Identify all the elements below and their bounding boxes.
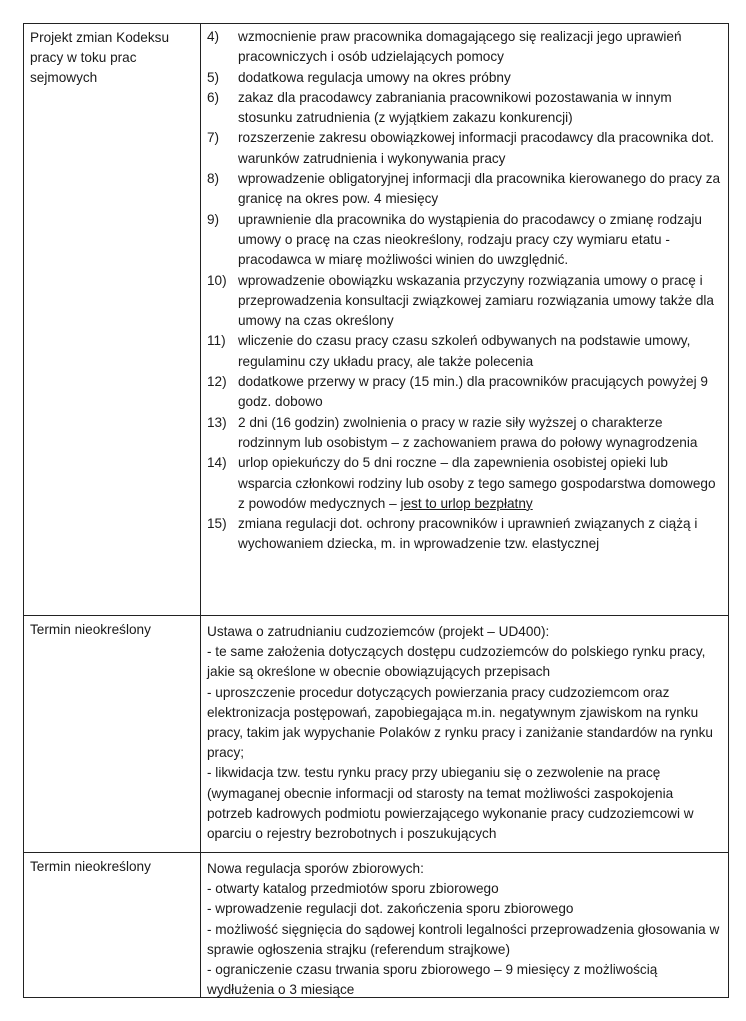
list-item <box>207 68 722 88</box>
item-number: 7) <box>207 130 220 146</box>
content-line: - uproszczenie procedur dotyczących powierzania pracy cudzoziemcom oraz elektronizacja postępowań, zapobiegająca m.in. negatywnym zjawiskom na rynku pracy, takim jak wypychanie Polaków z rynku pracy i zaniżanie standardów na rynku pracy; <box>207 684 713 761</box>
item-text: urlop opiekuńczy do 5 dni roczne – dla zapewnienia osobistej opieki lub wsparcia członkowi rodziny lub osoby z tego samego gospodarstwa domowego z powodów medycznych – <box>238 455 716 511</box>
row-label: Projekt zmian Kodeksu pracy w toku prac sejmowych <box>24 24 201 615</box>
item-text: wprowadzenie obligatoryjnej informacji dla pracownika kierowanego do pracy za granicę na okres pow. 4 miesięcy <box>238 171 721 207</box>
item-text: wliczenie do czasu pracy czasu szkoleń odbywanych na podstawie umowy, regulaminu czy układu pracy, ale także polecenia <box>238 333 691 369</box>
legislation-table <box>23 23 729 998</box>
item-text-block <box>238 453 722 514</box>
item-number: 4) <box>207 29 220 44</box>
item-number: 15) <box>207 516 227 532</box>
item-number: 14) <box>207 455 227 471</box>
content-line: - likwidacja tzw. testu rynku pracy przy ubieganiu się o zezwolenie na pracę (wymaganej obecnie informacji od starosty na temat możliwości zaspokojenia potrzeb kadrowych podmiotu powierzającego wykonanie pracy cudzoziemcowi w oparciu o rejestry bezrobotnych i poszukujących <box>207 765 694 842</box>
item-text: 2 dni (16 godzin) zwolnienia o pracy w razie siły wyższej o charakterze rodzinnym lub osobistym – z zachowaniem prawa do połowy wynagrodzenia <box>238 414 698 450</box>
row-label: Termin nieokreślony <box>24 853 201 997</box>
item-number: 6) <box>207 89 220 105</box>
list-item <box>207 27 722 68</box>
item-text: wzmocnienie praw pracownika domagającego się realizacji jego uprawień pracowniczych i osób udzielających pomocy <box>238 29 682 65</box>
list-item <box>207 453 722 514</box>
item-number: 8) <box>207 171 220 187</box>
content-line: Nowa regulacja sporów zbiorowych: <box>207 861 424 876</box>
row-content <box>201 616 729 852</box>
list-item <box>207 88 722 129</box>
content-line: - wprowadzenie regulacji dot. zakończenia sporu zbiorowego <box>207 901 574 917</box>
content-line: Ustawa o zatrudnianiu cudzoziemców (projekt – UD400): <box>207 624 550 639</box>
list-item <box>207 271 722 332</box>
content-line: - możliwość sięgnięcia do sądowej kontroli legalności przeprowadzenia głosowania w sprawie ogłoszenia strajku (referendum strajkowe) <box>207 921 720 957</box>
table-row <box>24 853 729 998</box>
item-text: dodatkowe przerwy w pracy (15 min.) dla pracowników pracujących powyżej 9 godz. dobowo <box>238 374 708 410</box>
table-row <box>24 24 729 616</box>
list-item <box>207 372 722 413</box>
item-number: 11) <box>207 333 226 349</box>
list-item <box>207 128 722 169</box>
item-number: 10) <box>207 272 227 288</box>
list-item <box>207 331 722 372</box>
item-text: zmiana regulacji dot. ochrony pracowników i uprawnień związanych z ciążą i wychowaniem dziecka, m. in wprowadzenie tzw. elastycznej <box>238 516 698 552</box>
row-content <box>201 853 729 997</box>
item-text: wprowadzenie obowiązku wskazania przyczyny rozwiązania umowy o pracę i przeprowadzenia konsultacji związkowej zamiaru rozwiązania umowy także dla umowy na czas określony <box>238 272 714 329</box>
list-item <box>207 413 722 454</box>
row-content <box>201 24 729 615</box>
list-item <box>207 514 722 555</box>
item-number: 9) <box>207 211 220 227</box>
item-number: 13) <box>207 414 227 430</box>
item-text: uprawnienie dla pracownika do wystąpienia do pracodawcy o zmianę rodzaju umowy o pracę na czas nieokreślony, rodzaju pracy czy wymiaru etatu - pracodawca w miarę możliwości winien do uwzględnić. <box>238 211 702 268</box>
list-item <box>207 169 722 210</box>
item-text: dodatkowa regulacja umowy na okres próbny <box>238 69 511 85</box>
content-line: - otwarty katalog przedmiotów sporu zbiorowego <box>207 881 499 897</box>
item-number: 12) <box>207 374 227 390</box>
content-line: - ograniczenie czasu trwania sporu zbiorowego – 9 miesięcy z możliwością wydłużenia o 3 miesiące <box>207 962 658 997</box>
table-row <box>24 616 729 853</box>
item-text: rozszerzenie zakresu obowiązkowej informacji pracodawcy dla pracownika dot. warunków zatrudnienia i wykonywania pracy <box>238 130 715 166</box>
list-item <box>207 210 722 271</box>
row-label: Termin nieokreślony <box>24 616 201 852</box>
content-line: - te same założenia dotyczących dostępu cudzoziemców do polskiego rynku pracy, jakie są określone w obecnie obowiązujących przepisach <box>207 644 706 680</box>
item-text: zakaz dla pracodawcy zabraniania pracownikowi pozostawania w innym stosunku zatrudnienia (z wyjątkiem zakazu konkurencji) <box>238 89 672 126</box>
item-underlined-text: jest to urlop bezpłatny <box>400 495 533 511</box>
item-number: 5) <box>207 69 220 85</box>
